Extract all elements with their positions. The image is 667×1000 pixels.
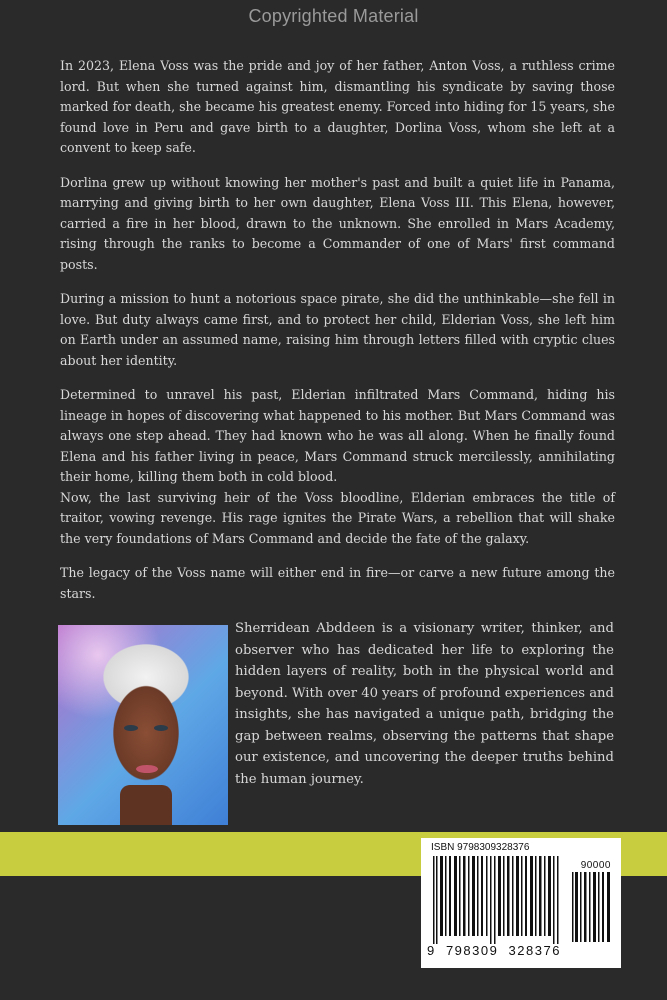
barcode-box [421,838,621,968]
author-photo [58,625,228,825]
isbn-barcode [431,856,561,944]
synopsis-paragraph: Now, the last surviving heir of the Voss bloodline, Elderian embraces the title of traitor, vowing revenge. His rage ignites the Pirate Wars, a rebellion that will shake the very foundations of Mars Command and decide the fate of the galaxy. [60,489,615,546]
isbn-label: ISBN 9798309328376 [431,842,530,853]
copyright-watermark: Copyrighted Material [248,6,419,26]
photo-detail [154,725,168,731]
synopsis-paragraph: During a mission to hunt a notorious space pirate, she did the unthinkable—she fell in love. But duty always came first, and to protect her child, Elderian Voss, she left him on Earth under an assumed name, raising him through letters filled with cryptic clues about her identity. [60,291,615,368]
price-code: 90000 [580,860,611,871]
synopsis-paragraph: In 2023, Elena Voss was the pride and joy of her father, Anton Voss, a ruthless crime lord. But when she turned against him, dismantling his syndicate by saving those marked for death, she became his greatest enemy. Forced into hiding for 15 years, she found love in Peru and gave birth to a daughter, Dorlina Voss, whom she left at a convent to keep safe. [60,58,615,155]
synopsis-paragraph: The legacy of the Voss name will either end in fire—or carve a new future among the stars. [60,565,615,601]
photo-detail [124,725,138,731]
synopsis-paragraph: Dorlina grew up without knowing her mother's past and built a quiet life in Panama, marrying and giving birth to her own daughter, Elena Voss III. This Elena, however, carried a fire in her blood, drawn to the unknown. She enrolled in Mars Academy, rising through the ranks to become a Commander of one of Mars' first command posts. [60,174,615,272]
isbn-digits: 9 798309 328376 [427,943,561,958]
book-synopsis [60,56,615,618]
author-bio: Sherridean Abddeen is a visionary writer, thinker, and observer who has dedicated her life to exploring the hidden layers of reality, both in the physical world and beyond. With over 40 years of profound experiences and insights, she has navigated a unique path, bridging the gap between realms, observing the patterns that shape our existence, and uncovering the deeper truths behind the human journey. [235,621,614,787]
synopsis-paragraph: Determined to unravel his past, Elderian infiltrated Mars Command, hiding his lineage in hopes of discovering what happened to his mother. But Mars Command was always one step ahead. They had known who he was all along. When he finally found Elena and his father living in peace, Mars Command struck mercilessly, annihilating their home, killing them both in cold blood. [60,387,615,484]
photo-detail [136,765,158,773]
photo-detail [120,785,172,825]
price-barcode [571,872,611,942]
